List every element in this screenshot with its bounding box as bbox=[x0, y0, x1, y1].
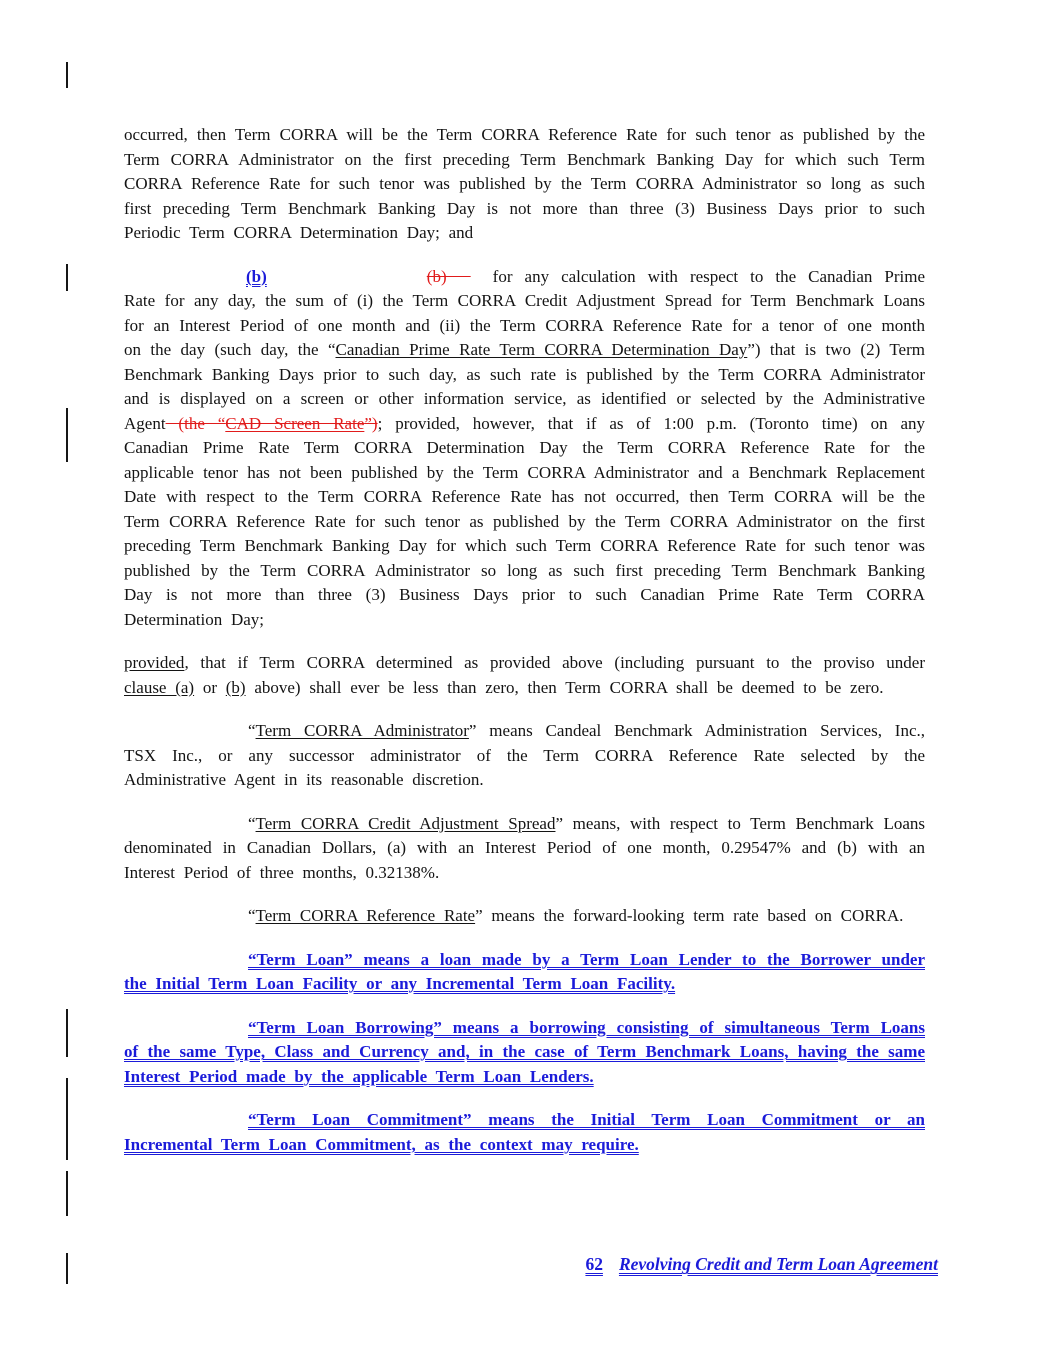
text-run: “ bbox=[248, 721, 256, 740]
inserted-clause-label: (b) bbox=[246, 266, 267, 286]
inserted-text: “Term Loan Commitment” means the Initial Term Loan Commitment or an Incremental Term Loan Commitment, as the context may require. bbox=[124, 1110, 925, 1154]
underlined-term: clause (a) bbox=[124, 677, 195, 697]
para-term-corra-continuation bbox=[124, 123, 925, 246]
text-run: ; provided, however, that if as of 1:00 p.m. (Toronto time) on any Canadian Prime Rate Term CORRA Determination Day the Term CORRA Reference Rate for the applicable tenor has not been published by the Term CORRA Administrator and a Benchmark Replacement Date with respect to the Term CORRA Reference Rate has not occurred, then Term CORRA will be the Term CORRA Reference Rate for such tenor as published by the Term CORRA Administrator on the first preceding Term Benchmark Banking Day for which such Term CORRA Reference Rate for such tenor was published by the Term CORRA Administrator so long as such first preceding Term Benchmark Banking Day is not more than three (3) Business Days prior to such Canadian Prime Rate Term CORRA Determination Day; bbox=[124, 413, 925, 629]
para-def-term-loan bbox=[124, 948, 925, 997]
text-run: occurred, then Term CORRA will be the Term CORRA Reference Rate for such tenor as published by the Term CORRA Administrator on the first preceding Term Benchmark Banking Day for which such Term CORRA Reference Rate for such tenor was published by the Term CORRA Administrator so long as such first preceding Term Benchmark Banking Day is not more than three (3) Business Days prior to such Periodic Term CORRA Determination Day; and bbox=[124, 125, 925, 242]
underlined-term: Canadian Prime Rate Term CORRA Determination Day bbox=[335, 340, 748, 359]
change-bar bbox=[66, 1171, 68, 1216]
deleted-term: CAD Screen Rate bbox=[225, 413, 365, 433]
underlined-term: Term CORRA Administrator bbox=[255, 721, 469, 740]
text-run: ” means, with respect to Term Benchmark Loans denominated in Canadian Dollars, (a) with an Interest Period of one month, 0.29547% and (b) with an Interest Period of three months, 0.32138%. bbox=[124, 813, 925, 882]
footer-doc-title: Revolving Credit and Term Loan Agreement bbox=[618, 1254, 938, 1274]
para-def-term-corra-reference-rate bbox=[124, 904, 925, 929]
deleted-text: ”) bbox=[364, 413, 378, 433]
text-run: for any calculation with respect to the Canadian Prime Rate for any day, the sum of (i) the Term CORRA Credit Adjustment Spread for Term Benchmark Loans for an Interest Period of one month and (ii) the Term CORRA Reference Rate for a tenor of one month on the day (such day, the “ bbox=[124, 266, 925, 359]
document-body bbox=[124, 123, 925, 1176]
text-run: , that if Term CORRA determined as provided above (including pursuant to the proviso under bbox=[184, 653, 925, 672]
change-bar bbox=[66, 62, 68, 88]
text-run: ”) that is two (2) Term Benchmark Banking Days prior to such day, as such rate is published by the Term CORRA Administrator and is displayed on a screen or other information service, as identified or selected by the Administrative Agent bbox=[124, 340, 925, 433]
deleted-text: (b) bbox=[426, 266, 471, 286]
deleted-text: (the “ bbox=[165, 413, 226, 433]
underlined-term: provided bbox=[124, 653, 185, 672]
para-clause-b bbox=[124, 265, 925, 633]
change-bar bbox=[66, 408, 68, 462]
underlined-term: (b) bbox=[225, 677, 246, 697]
text-run: or bbox=[194, 677, 226, 697]
para-def-term-corra-administrator bbox=[124, 719, 925, 793]
change-bar bbox=[66, 264, 68, 291]
change-bar bbox=[66, 1078, 68, 1160]
page-footer bbox=[585, 1254, 938, 1275]
text-run: ” means Candeal Benchmark Administration Services, Inc., TSX Inc., or any successor administrator of the Term CORRA Reference Rate selected by the Administrative Agent in its reasonable discretion. bbox=[124, 721, 925, 789]
change-bar bbox=[66, 1009, 68, 1057]
change-bar bbox=[66, 1253, 68, 1284]
underlined-term: Term CORRA Reference Rate bbox=[255, 906, 476, 925]
para-def-term-loan-commitment bbox=[124, 1108, 925, 1157]
page-number: 62 bbox=[585, 1254, 603, 1274]
text-run: “ bbox=[248, 906, 256, 925]
text-run: ” means the forward-looking term rate based on CORRA. bbox=[475, 906, 904, 925]
para-def-term-corra-credit-adjustment-spread bbox=[124, 812, 925, 886]
text-run: above) shall ever be less than zero, then Term CORRA shall be deemed to be zero. bbox=[245, 677, 884, 697]
para-proviso-zero-floor bbox=[124, 651, 925, 700]
text-run: “ bbox=[248, 813, 256, 833]
inserted-text: “Term Loan Borrowing” means a borrowing consisting of simultaneous Term Loans of the same Type, Class and Currency and, in the case of Term Benchmark Loans, having the same Interest Period made by the applicable Term Loan Lenders. bbox=[124, 1017, 925, 1086]
inserted-text: “Term Loan” means a loan made by a Term Loan Lender to the Borrower under the Initial Term Loan Facility or any Incremental Term Loan Facility. bbox=[124, 949, 925, 993]
underlined-term: Term CORRA Credit Adjustment Spread bbox=[255, 813, 556, 833]
para-def-term-loan-borrowing bbox=[124, 1016, 925, 1090]
